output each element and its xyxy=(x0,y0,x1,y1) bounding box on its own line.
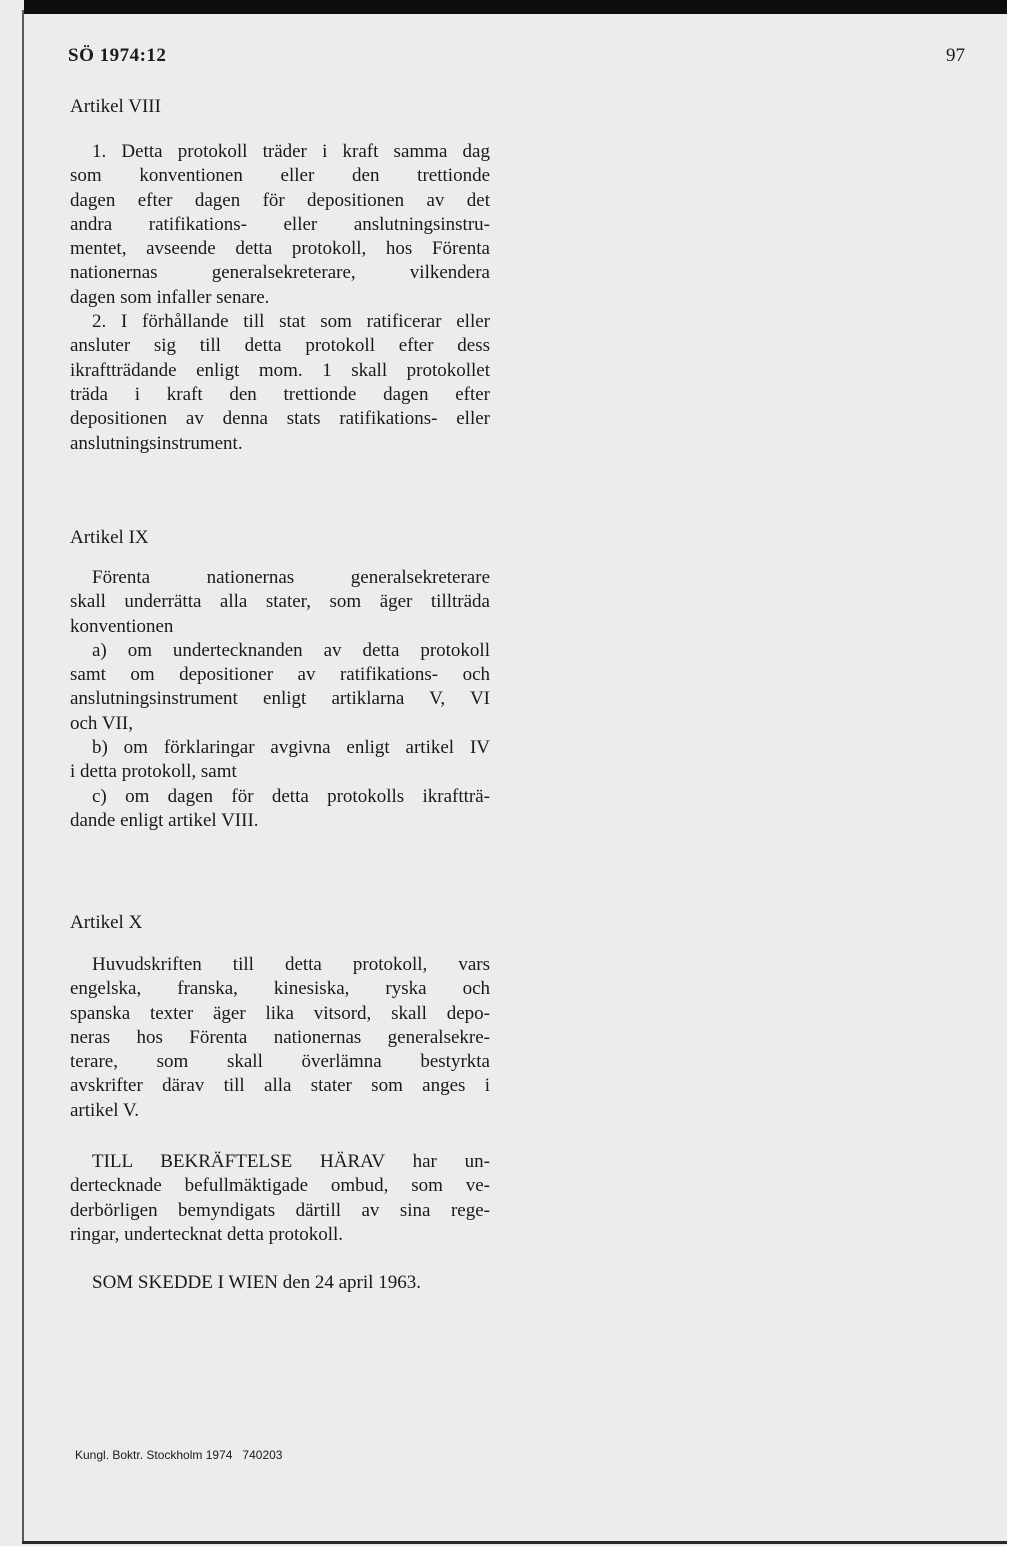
article-x-body xyxy=(70,953,490,1123)
text-line: 2. I förhållande till stat som ratificerar eller xyxy=(92,311,490,333)
text-line: Huvudskriften till detta protokoll, vars xyxy=(92,954,490,975)
text-line: avskrifter därav till alla stater som anges i xyxy=(70,1075,490,1097)
text-line: mentet, avseende detta protokoll, hos Förenta xyxy=(70,238,490,260)
text-line: skall underrätta alla stater, som äger tillträda xyxy=(70,591,490,613)
text-line: dagen efter dagen för depositionen av det xyxy=(70,189,490,211)
left-scan-edge xyxy=(22,10,24,1544)
text-line: TILL BEKRÄFTELSE HÄRAV har un- xyxy=(92,1151,490,1172)
text-line: derbörligen bemyndigats därtill av sina rege- xyxy=(70,1199,490,1221)
printer-imprint: Kungl. Boktr. Stockholm 1974 740203 xyxy=(75,1448,283,1462)
bottom-scan-edge xyxy=(22,1541,1007,1544)
text-line: i detta protokoll, samt xyxy=(70,761,237,783)
text-line: nationernas generalsekreterare, vilkendera xyxy=(70,262,490,284)
text-line: andra ratifikations- eller anslutningsinstru- xyxy=(70,213,490,235)
done-at-clause xyxy=(70,1271,490,1295)
article-x-heading: Artikel X xyxy=(70,912,143,933)
article-ix-body xyxy=(70,566,490,833)
text-line: dande enligt artikel VIII. xyxy=(70,809,259,831)
text-line: a) om undertecknanden av detta protokoll xyxy=(92,639,490,661)
text-line: terare, som skall överlämna bestyrkta xyxy=(70,1051,490,1073)
top-scan-border xyxy=(24,0,1007,14)
text-line: b) om förklaringar avgivna enligt artikel IV xyxy=(92,737,490,759)
text-line: 1. Detta protokoll träder i kraft samma dag xyxy=(92,141,490,162)
text-line: anslutningsinstrument. xyxy=(70,432,243,454)
text-line: ikraftträdande enligt mom. 1 skall protokollet xyxy=(70,359,490,381)
text-line: engelska, franska, kinesiska, ryska och xyxy=(70,978,490,1000)
text-line: spanska texter äger lika vitsord, skall depo- xyxy=(70,1002,490,1024)
text-line: artikel V. xyxy=(70,1099,139,1121)
right-scan-margin xyxy=(1007,0,1024,1546)
article-viii-body xyxy=(70,140,490,456)
text-line: dagen som infaller senare. xyxy=(70,286,270,308)
text-line: depositionen av denna stats ratifikations- eller xyxy=(70,408,490,430)
attestation-clause xyxy=(70,1150,490,1247)
page-number: 97 xyxy=(946,45,965,66)
text-line: dertecknade befullmäktigade ombud, som ve- xyxy=(70,1175,490,1197)
text-line: SOM SKEDDE I WIEN den 24 april 1963. xyxy=(92,1272,421,1293)
text-line: samt om depositioner av ratifikations- och xyxy=(70,664,490,686)
article-ix-heading: Artikel IX xyxy=(70,527,149,548)
text-line: ringar, undertecknat detta protokoll. xyxy=(70,1223,344,1245)
article-viii-heading: Artikel VIII xyxy=(70,96,161,117)
text-line: konventionen xyxy=(70,615,174,637)
text-line: och VII, xyxy=(70,712,133,734)
running-head: SÖ 1974:12 xyxy=(68,45,167,66)
text-line: Förenta nationernas generalsekreterare xyxy=(92,567,490,588)
text-line: neras hos Förenta nationernas generalsekre- xyxy=(70,1026,490,1048)
text-line: anslutningsinstrument enligt artiklarna V, VI xyxy=(70,688,490,710)
text-line: c) om dagen för detta protokolls ikraftträ- xyxy=(92,785,490,807)
text-line: som konventionen eller den trettionde xyxy=(70,165,490,187)
text-line: träda i kraft den trettionde dagen efter xyxy=(70,383,490,405)
text-line: ansluter sig till detta protokoll efter dess xyxy=(70,335,490,357)
